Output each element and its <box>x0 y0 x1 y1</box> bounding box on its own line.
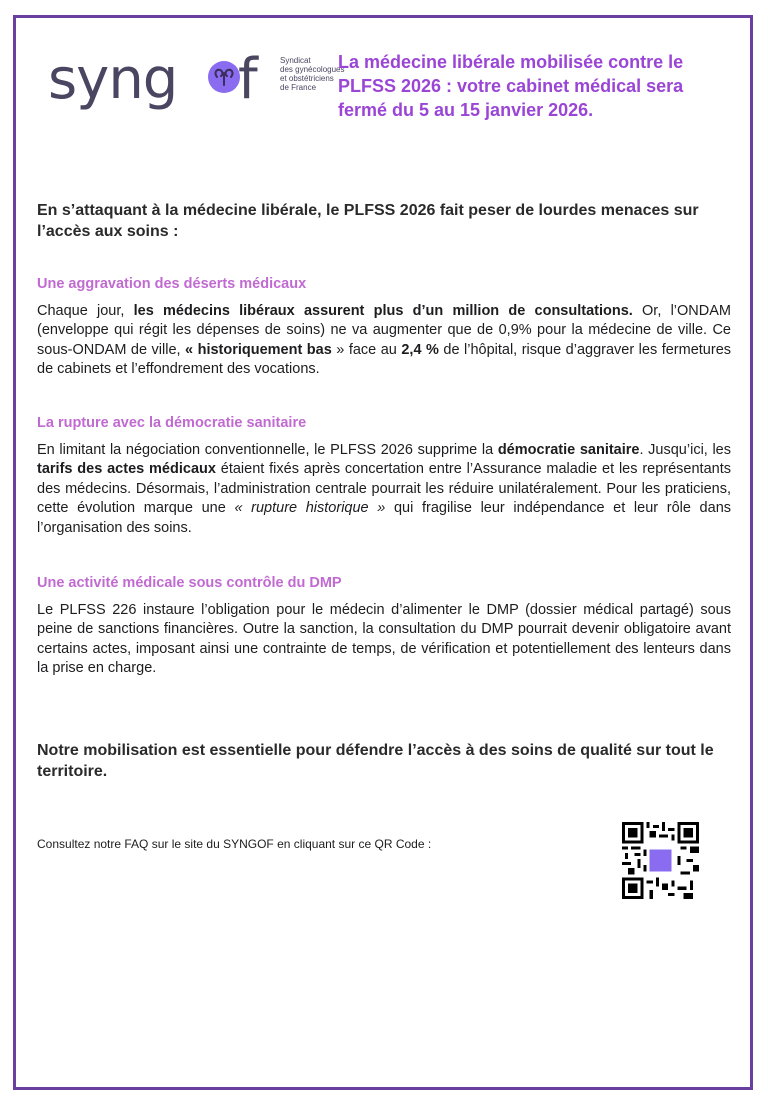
syngof-logo <box>48 48 348 120</box>
logo-tagline-line: Syndicat <box>280 56 311 65</box>
emphasis-text: tarifs des actes médicaux <box>37 461 216 478</box>
italic-text: « rupture historique » <box>234 500 386 517</box>
faq-text: Consultez notre FAQ sur le site du SYNGOF en cliquant sur ce QR Code : <box>37 837 432 851</box>
closing-statement: Notre mobilisation est essentielle pour défendre l’accès à des soins de qualité sur tout le territoire. <box>37 742 714 780</box>
intro-heading: En s’attaquant à la médecine libérale, le PLFSS 2026 fait peser de lourdes menaces sur l’accès aux soins : <box>37 202 699 240</box>
section-title-democratie: La rupture avec la démocratie sanitaire <box>37 415 307 431</box>
body-text: Le PLFSS 226 instaure l’obligation pour le médecin d’alimenter le DMP (dossier médical partagé) sous peine de sanctions financières. Outre la sanction, la consultation du DMP pourrait devenir obligatoire avant certains actes, imposant ainsi une contrainte de temps, de vérification et potentiellement des lenteurs dans la prise en charge. <box>37 602 731 677</box>
body-text: Or, l’ONDAM (enveloppe qui régit les dépenses de soins) ne va augmenter que de 0,9% pour la médecine de ville. Ce sous-ONDAM de ville, <box>37 303 731 358</box>
logo-tagline-line: de France <box>280 83 317 92</box>
body-text: » face au <box>331 341 402 358</box>
page-frame <box>13 15 753 1090</box>
body-text: de l’hôpital, risque d’aggraver les fermetures de cabinets et l’effondrement des vocations. <box>37 341 732 378</box>
emphasis-text: les médecins libéraux assurent plus d’un million de consultations. <box>133 303 633 319</box>
section-body-dmp <box>37 601 731 679</box>
headline: La médecine libérale mobilisée contre le PLFSS 2026 : votre cabinet médical sera fermé du 5 au 15 janvier 2026. <box>338 52 684 120</box>
section-title-deserts: Une aggravation des déserts médicaux <box>37 276 307 292</box>
qr-code[interactable] <box>622 822 699 899</box>
logo-tagline-line: et obstétriciens <box>280 74 334 83</box>
emphasis-text: « historiquement bas <box>185 341 332 358</box>
emphasis-text: démocratie sanitaire <box>497 442 640 458</box>
logo-ram-icon <box>208 61 240 93</box>
body-text: En limitant la négociation conventionnelle, le PLFSS 2026 supprime la <box>37 442 498 458</box>
body-text: étaient fixés après concertation entre l’Assurance maladie et les représentants des médecins. Désormais, l’administration centrale pourrait les réduire unilatéralement. Pour les praticiens, cette évolution marque une <box>37 461 731 517</box>
section-body-democratie <box>37 441 731 538</box>
section-title-dmp: Une activité médicale sous contrôle du DMP <box>37 575 342 591</box>
emphasis-text: 2,4 % <box>401 341 439 358</box>
body-text: qui fragilise leur indépendance et leur rôle dans l’organisation des soins. <box>37 500 732 536</box>
logo-tail: f <box>238 47 258 112</box>
section-body-deserts <box>37 302 731 380</box>
body-text: . Jusqu’ici, les <box>639 442 731 458</box>
logo-word: syng <box>48 47 178 112</box>
body-text: Chaque jour, <box>37 303 134 319</box>
logo-tagline-line: des gynécologues <box>280 65 345 74</box>
